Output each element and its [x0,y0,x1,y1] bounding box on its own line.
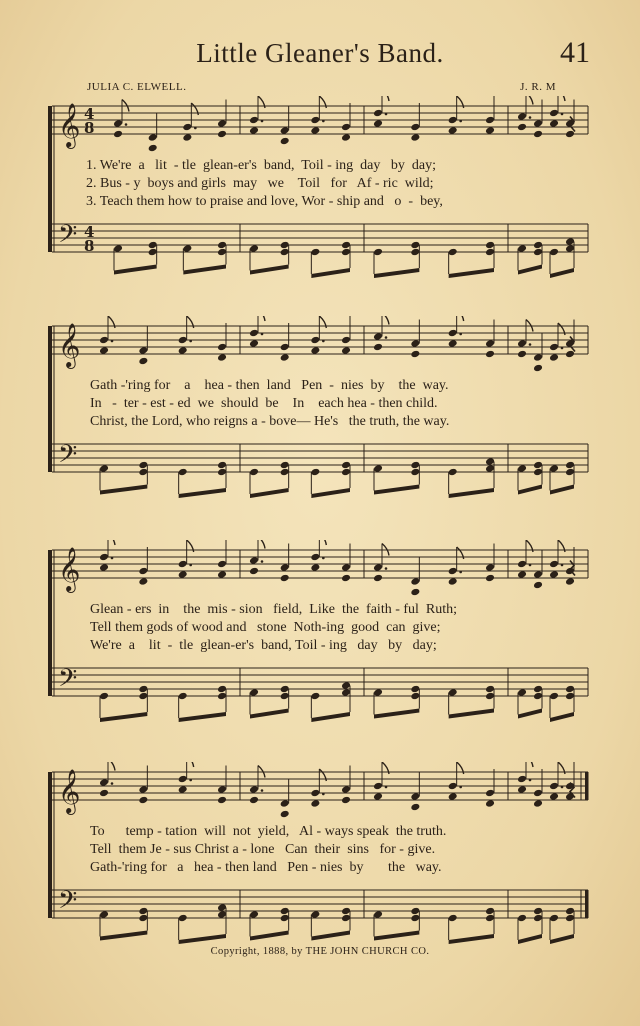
song-title: Little Gleaner's Band. [196,38,444,68]
bass-clef-icon: 𝄢 [58,220,78,255]
treble-clef-icon: 𝄞 [58,769,81,813]
composer-credit: J. R. M [520,81,556,93]
lyric-line-verse-1: Glean - ers in the mis - sion field, Like the faith - ful Ruth; [90,602,458,617]
lyricist-credit: JULIA C. ELWELL. [87,81,187,93]
music-system-1 [0,96,640,316]
lyric-line-verse-1: 1. We're a lit - tle glean-er's band, Toil - ing day by day; [86,158,436,173]
time-signature-bottom: 8 [84,119,95,137]
time-signature-bottom: 8 [84,237,95,255]
lyric-line-verse-3: We're a lit - tle glean-er's band, Toil - ing day by day; [90,638,437,653]
copyright-notice: Copyright, 1888, by THE JOHN CHURCH CO. [210,946,430,957]
treble-clef-icon: 𝄞 [58,323,81,367]
lyric-line-verse-3: Gath-'ring for a hea - then land Pen - nies by the way. [90,860,442,875]
music-system-3 [0,540,640,760]
lyric-line-verse-2: Tell them Je - sus Christ a - lone Can their sins for - give. [90,842,436,857]
bass-clef-icon: 𝄢 [58,440,78,475]
page-number: 41 [560,36,590,69]
treble-clef-icon: 𝄞 [58,547,81,591]
lyric-line-verse-3: 3. Teach them how to praise and love, Wor - ship and o - bey, [86,194,443,209]
lyric-line-verse-3: Christ, the Lord, who reigns a - bove— He's the truth, the way. [90,414,450,429]
bass-clef-icon: 𝄢 [58,664,78,699]
bass-clef-icon: 𝄢 [58,886,78,921]
treble-clef-icon: 𝄞 [58,103,81,147]
time-signature-top: 4 [84,223,95,241]
lyric-line-verse-2: 2. Bus - y boys and girls may we Toil for Af - ric wild; [86,176,434,191]
music-system-2 [0,316,640,536]
time-signature-top: 4 [84,105,95,123]
lyric-line-verse-2: In - ter - est - ed we should be In each hea - then child. [90,396,438,411]
lyric-line-verse-2: Tell them gods of wood and stone Noth-ing good can give; [90,620,441,635]
lyric-line-verse-1: To temp - tation will not yield, Al - ways speak the truth. [90,824,447,839]
lyric-line-verse-1: Gath -'ring for a hea - then land Pen - nies by the way. [90,378,449,393]
